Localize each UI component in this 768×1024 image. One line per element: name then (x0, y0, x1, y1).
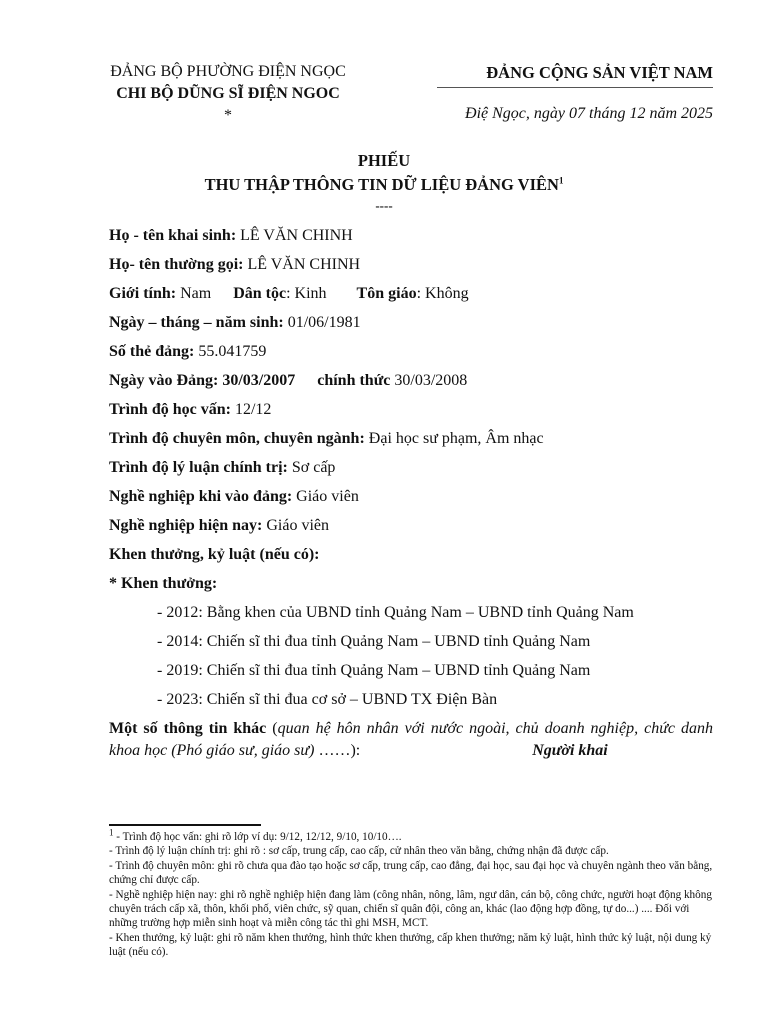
value: Giáo viên (262, 517, 330, 534)
discipline-heading: Khen thưởng, kỷ luật (nếu có): (109, 546, 320, 563)
declarant-label: Người khai (532, 742, 608, 759)
footnote-mark: 1 (109, 827, 114, 838)
common-name-row (109, 250, 713, 279)
label: Trình độ học vấn: (109, 401, 231, 418)
dob-row (109, 308, 713, 337)
label: Số thẻ đảng: (109, 343, 195, 360)
footnote-line: - Trình độ lý luận chính trị: ghi rõ : sơ cấp, trung cấp, cao cấp, cử nhân theo văn bằng, chứng nhận đã được cấp. (109, 845, 609, 858)
document-date: Điệ Ngọc, ngày 07 tháng 12 năm 2025 (465, 105, 713, 122)
footnote-mark: 1 (558, 175, 564, 186)
value: Nam (176, 285, 212, 302)
footnote-line: - Nghề nghiệp hiện nay: ghi rõ nghề nghiệp hiện đang làm (công nhân, nông, lâm, ngư dân, cán bộ, công chức, người hoạt động không chuyên trách cấp xã, thôn, khối phố, viên chức, sỹ quan, chiến sĩ quân đội, công an, khác (lao động hợp đồng, tự do...) .... Đối với những trường hợp miễn sinh hoạt và miễn công tác thì ghi MSH, MCT. (109, 888, 712, 930)
label: Ngày – tháng – năm sinh: (109, 314, 284, 331)
job-now-row (109, 511, 713, 540)
job-join-row (109, 482, 713, 511)
value: : Không (416, 285, 469, 302)
org-line2: CHI BỘ DŨNG SĨ ĐIỆN NGOC (116, 85, 340, 102)
value: 01/06/1981 (283, 314, 361, 331)
label: Tôn giáo (356, 285, 417, 302)
awards-heading: * Khen thưởng: (109, 575, 218, 592)
award-item: - 2014: Chiến sĩ thi đua tỉnh Quảng Nam – UBND tỉnh Quảng Nam (157, 633, 591, 650)
birth-name-row (109, 221, 713, 250)
label: Trình độ chuyên môn, chuyên ngành: (109, 430, 365, 447)
join-row (109, 366, 713, 395)
value: 12/12 (230, 401, 272, 418)
label: Nghề nghiệp khi vào đảng: (109, 488, 293, 505)
politics-row (109, 453, 713, 482)
footnote-text: - Trình độ học vấn: ghi rõ lớp ví dụ: 9/12, 12/12, 9/10, 10/10…. (113, 831, 402, 843)
label: Họ- tên thường gọi: (109, 256, 244, 273)
footnote-line (109, 827, 714, 844)
org-line1: ĐẢNG BỘ PHƯỜNG ĐIỆN NGỌC (110, 63, 346, 80)
footnote-line: - Khen thưởng, kỷ luật: ghi rõ năm khen thưởng, hình thức khen thưởng, cấp khen thưởng; năm kỷ luật, hình thức kỷ luật, nội dung kỷ luật (nếu có). (109, 931, 712, 959)
label: Họ - tên khai sinh: (109, 227, 237, 244)
form-body (109, 221, 713, 762)
value: Đại học sư phạm, Âm nhạc (364, 430, 544, 447)
award-item: - 2012: Bằng khen của UBND tỉnh Quảng Nam – UBND tỉnh Quảng Nam (157, 604, 634, 621)
label: Một số thông tin khác (109, 720, 267, 737)
title-line1: PHIẾU (357, 151, 411, 170)
label: Ngày vào Đảng: 30/03/2007 (109, 372, 296, 389)
award-item: - 2023: Chiến sĩ thi đua cơ sở – UBND TX Điện Bàn (157, 691, 498, 708)
gender-ethnicity-religion-row (109, 279, 713, 308)
title-separator: ---- (375, 198, 393, 213)
value: LÊ VĂN CHINH (243, 256, 361, 273)
value: : Kinh (286, 285, 327, 302)
education-row (109, 395, 713, 424)
paren: ……): (314, 742, 361, 759)
card-row (109, 337, 713, 366)
label: chính thức (317, 372, 391, 389)
value: 55.041759 (194, 343, 267, 360)
title-line2 (0, 174, 768, 195)
label: Trình độ lý luận chính trị: (109, 459, 288, 476)
value: Giáo viên (292, 488, 359, 505)
footnote-divider (109, 824, 261, 826)
value: LÊ VĂN CHINH (236, 227, 353, 244)
paren: ( (266, 720, 278, 737)
party-underline (437, 87, 713, 88)
footnote-line: - Trình độ chuyên môn: ghi rõ chưa qua đào tạo hoặc sơ cấp, trung cấp, cao đẳng, đại học, sau đại học và chuyên ngành theo văn bằng, chứng chỉ được cấp. (109, 859, 713, 887)
label: Dân tộc (233, 285, 287, 302)
value: 30/03/2008 (390, 372, 468, 389)
label: Nghề nghiệp hiện nay: (109, 517, 263, 534)
hint: quan hệ hôn nhân với nước ngoài, chủ doanh nghiệp, chức danh khoa học (Phó giáo sư, giáo sư) (109, 720, 714, 759)
footnotes (109, 827, 714, 960)
party-name: ĐẢNG CỘNG SẢN VIỆT NAM (486, 63, 713, 82)
award-item: - 2019: Chiến sĩ thi đua tỉnh Quảng Nam – UBND tỉnh Quảng Nam (157, 662, 591, 679)
title-text: THU THẬP THÔNG TIN DỮ LIỆU ĐẢNG VIÊN (204, 175, 559, 194)
value: Sơ cấp (287, 459, 336, 476)
label: Giới tính: (109, 285, 177, 302)
header-star: * (224, 107, 232, 124)
specialty-row (109, 424, 713, 453)
other-info-paragraph (109, 718, 713, 762)
